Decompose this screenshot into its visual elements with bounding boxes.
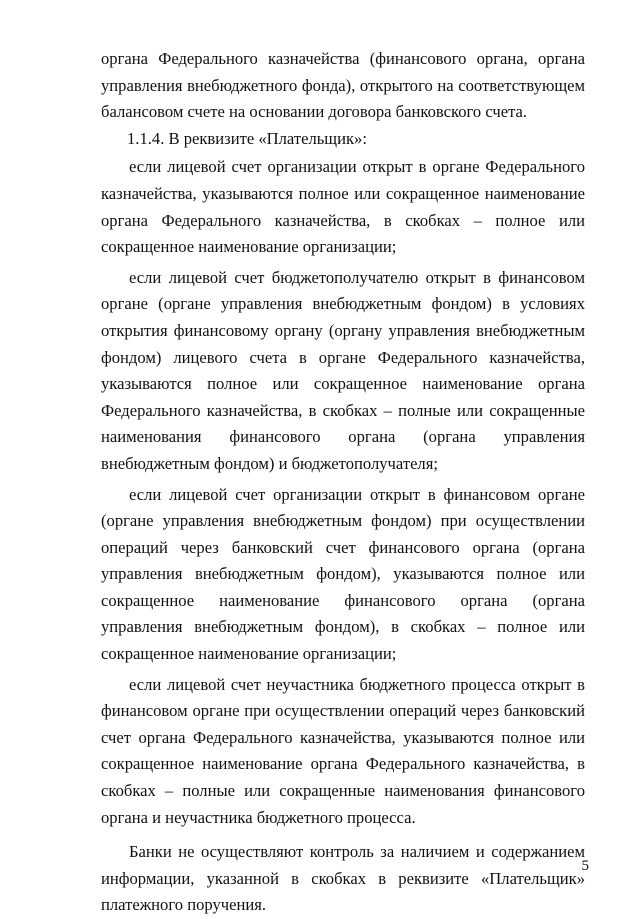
paragraph-budget-recipient-account: если лицевой счет бюджетополучателю открыт в финансовом органе (органе управления внебюджетным фондом) в условиях открытия финансовому органу (органу управления внебюджетным фондом) лицевого счета в органе Федерального казначейства, указываются полное или сокращенное наименование органа Федерального казначейства, в скобках – полные или сокращенные наименования финансового органа (органа управления внебюджетным фондом) и бюджетополучателя; <box>101 267 585 473</box>
paragraph-banks-control: Банки не осуществляют контроль за наличием и содержанием информации, указанной в скобках в реквизите «Плательщик» платежного поручения. <box>101 842 585 915</box>
page-number: 5 <box>581 858 589 874</box>
paragraph-section-heading: 1.1.4. В реквизите «Плательщик»: <box>127 128 367 148</box>
paragraph-organization-account: если лицевой счет организации открыт в органе Федерального казначейства, указываются полное или сокращенное наименование органа Федерального казначейства, в скобках – полное или сокращенное наименование организации; <box>101 157 585 257</box>
paragraph-financial-body-account: если лицевой счет организации открыт в финансовом органе (органе управления внебюджетным фондом) при осуществлении операций через банковский счет финансового органа (органа управления внебюджетным фондом), указываются полное или сокращенное наименование финансового органа (органа управления внебюджетным фондом), в скобках – полное или сокращенное наименование организации; <box>101 484 585 664</box>
paragraph-continuation: органа Федерального казначейства (финансового органа, органа управления внебюджетного фонда), открытого на соответствующем балансовом счете на основании договора банковского счета. <box>101 49 585 122</box>
document-body <box>101 46 585 919</box>
paragraph-non-participant-account: если лицевой счет неучастника бюджетного процесса открыт в финансовом органе при осуществлении операций через банковский счет органа Федерального казначейства, указываются полное или сокращенное наименование органа Федерального казначейства, в скобках – полные или сокращенные наименования финансового органа и неучастника бюджетного процесса. <box>101 674 585 827</box>
